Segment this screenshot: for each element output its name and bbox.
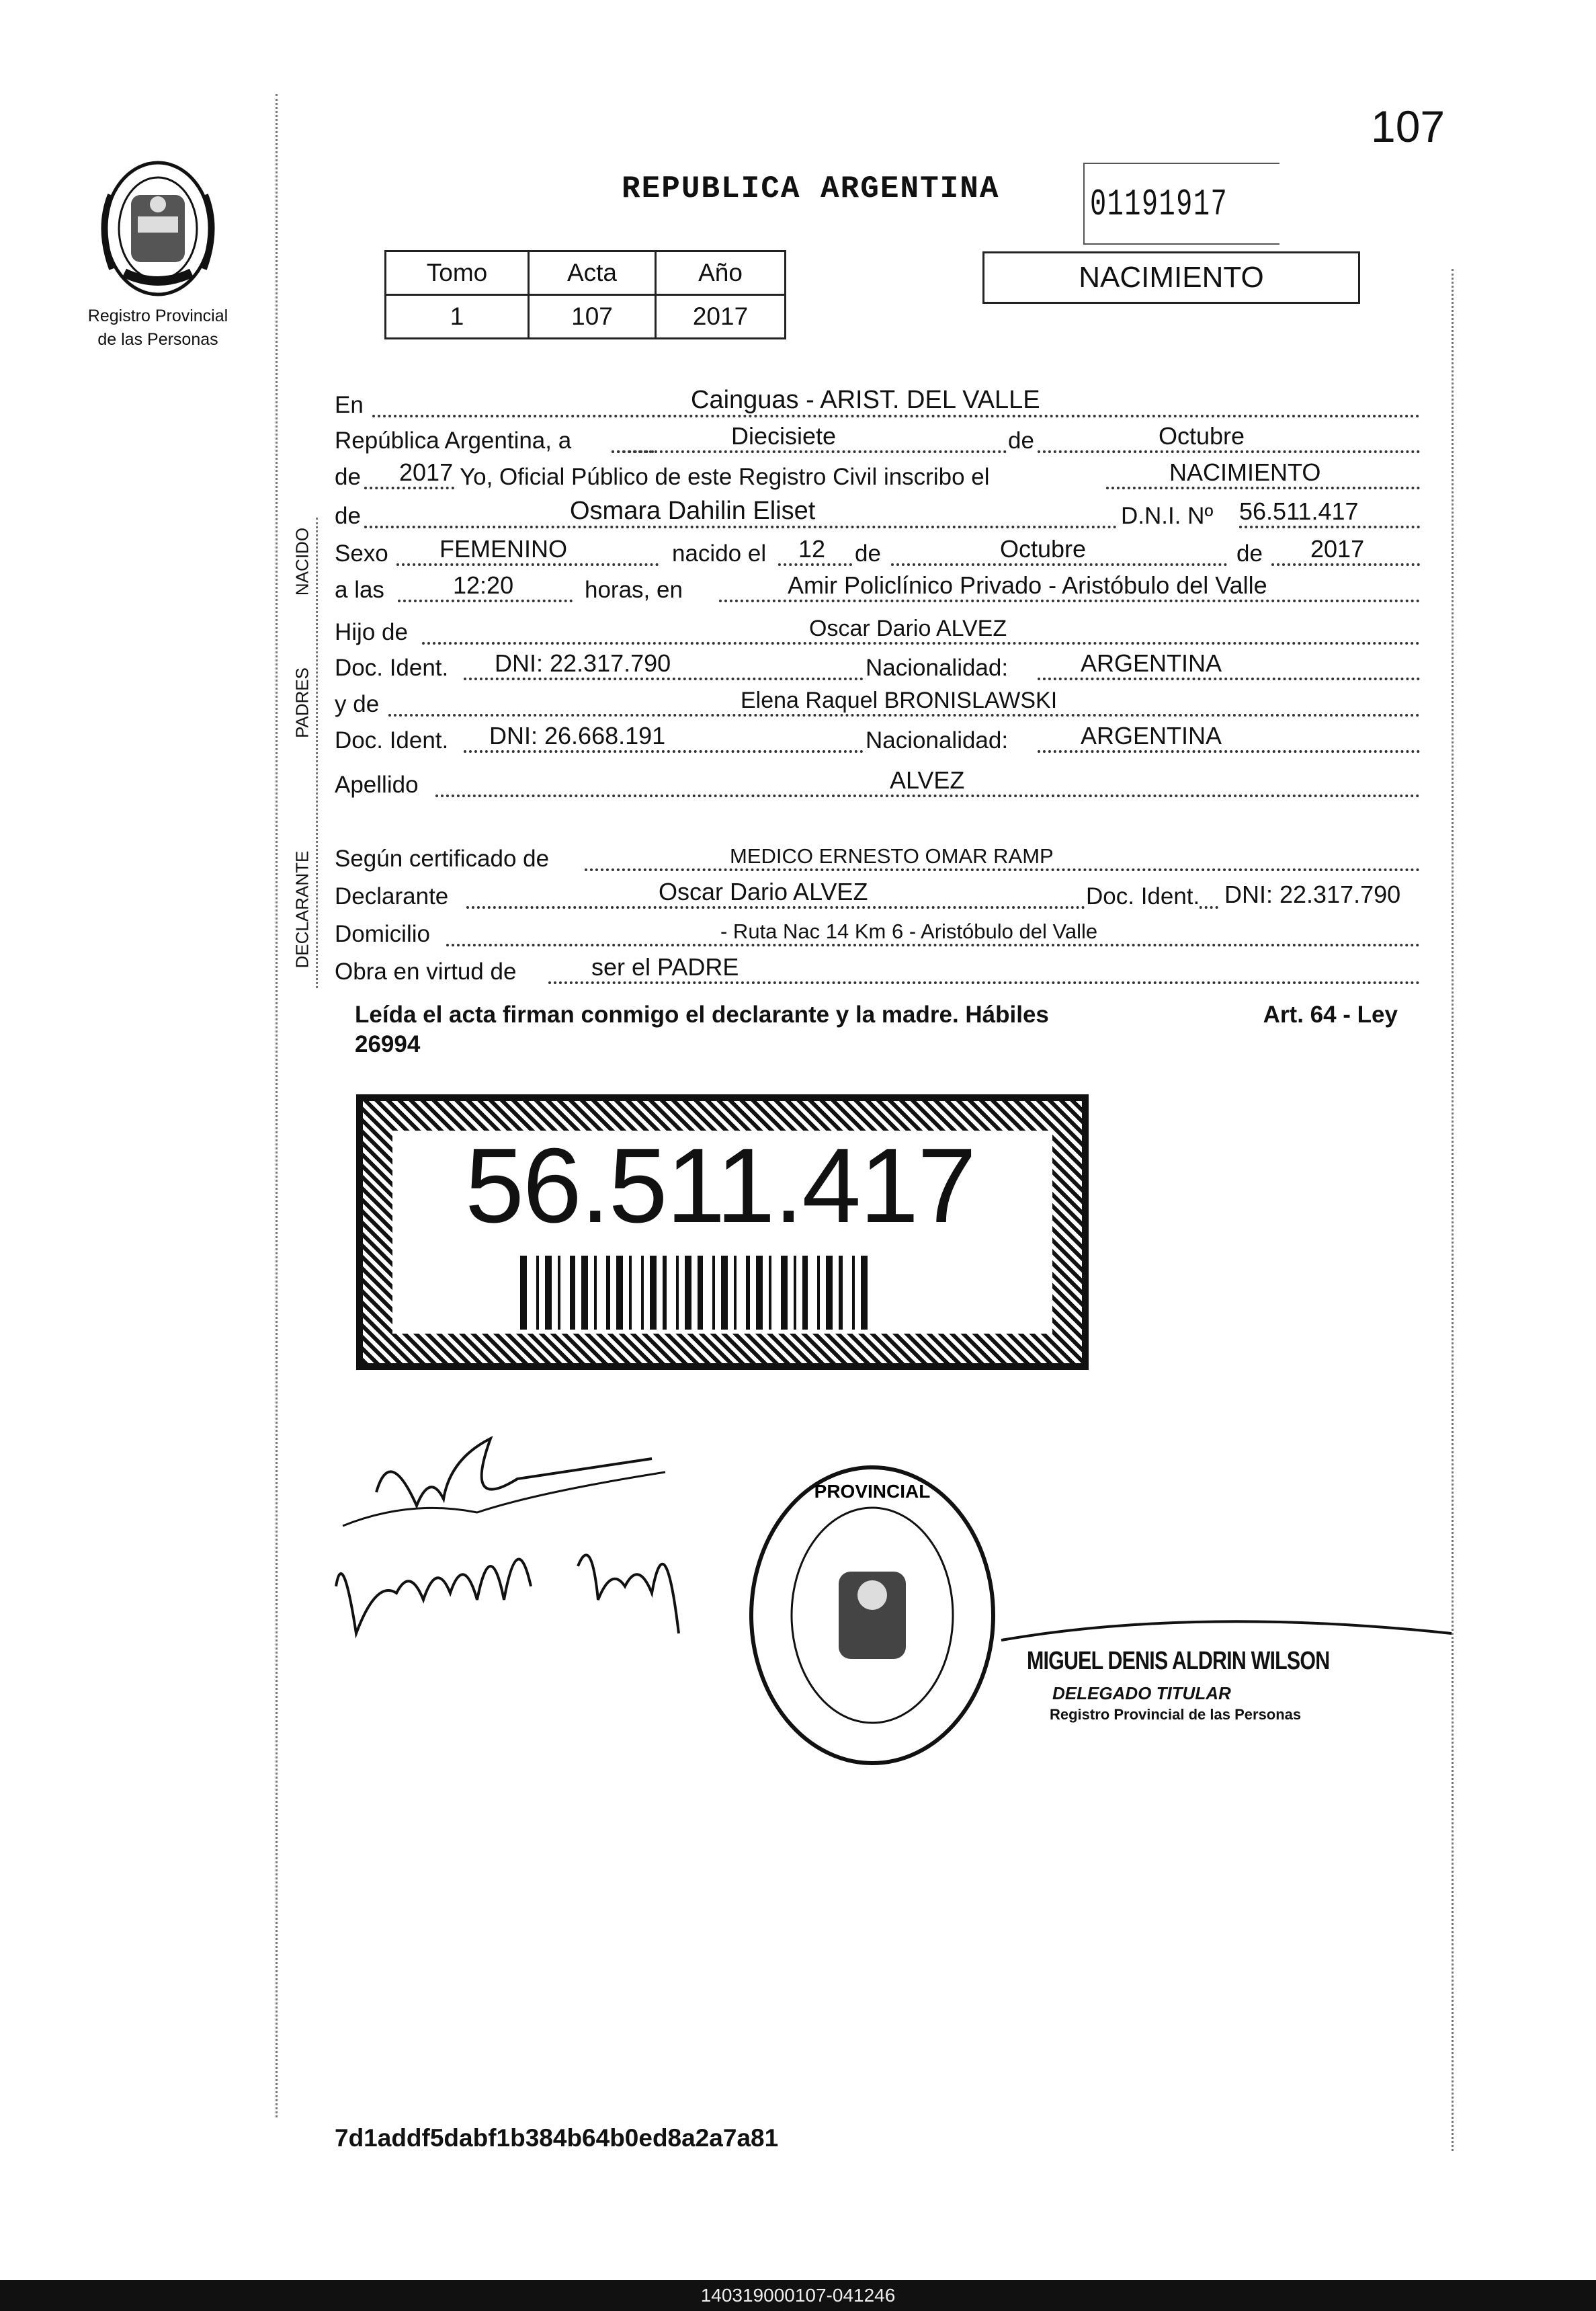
official-signature-stroke	[995, 1593, 1465, 1654]
row-date	[335, 422, 1425, 458]
left-margin-rule	[276, 94, 278, 2117]
act-kind-value: NACIMIENTO	[1169, 458, 1321, 486]
label-doc-ident-declarant: Doc. Ident.	[1086, 883, 1200, 909]
barcode-bar	[721, 1256, 728, 1330]
registry-name-line2: de las Personas	[97, 330, 218, 349]
dotted-fill	[778, 563, 852, 566]
birth-day-value: 12	[798, 535, 826, 563]
dotted-fill	[1038, 678, 1420, 680]
dotted-fill	[446, 944, 1420, 946]
label-doc-ident-father: Doc. Ident.	[335, 655, 449, 681]
barcode-icon	[520, 1256, 957, 1330]
closing-line2: 26994	[355, 1031, 421, 1057]
month-value: Octubre	[1159, 422, 1245, 450]
label-declarante: Declarante	[335, 883, 449, 909]
act-type-box: NACIMIENTO	[982, 251, 1360, 304]
label-nacionalidad-mother: Nacionalidad:	[866, 727, 1009, 754]
declarant-name-value: Oscar Dario ALVEZ	[659, 878, 868, 905]
row-mother	[335, 686, 1425, 722]
label-nacido-el: nacido el	[672, 540, 767, 567]
serial-number: 01191917	[1090, 183, 1228, 226]
side-label-nacido: NACIDO	[292, 527, 312, 596]
provincial-seal-icon	[84, 155, 232, 302]
mother-name-value: Elena Raquel BRONISLAWSKI	[741, 688, 1058, 713]
row-declarant	[335, 878, 1425, 914]
dotted-fill	[1038, 450, 1420, 453]
surname-value: ALVEZ	[890, 766, 965, 794]
dotted-fill	[364, 487, 454, 489]
birth-year-value: 2017	[1310, 535, 1365, 563]
row-child-name	[335, 497, 1425, 534]
label-de-year: de	[335, 464, 361, 490]
barcode-bar	[746, 1256, 750, 1330]
child-dni-value: 56.511.417	[1239, 497, 1359, 525]
dotted-fill	[548, 981, 1420, 984]
dotted-fill	[388, 714, 1420, 717]
id-big-number: 56.511.417	[465, 1127, 976, 1245]
dotted-fill	[891, 563, 1227, 566]
registry-logo	[74, 155, 242, 350]
barcode-bar	[698, 1256, 703, 1330]
dotted-fill	[364, 526, 1117, 528]
barcode-bar	[594, 1256, 597, 1330]
label-de-year2: de	[1236, 540, 1263, 567]
document-hash: 7d1addf5dabf1b384b64b0ed8a2a7a81	[335, 2124, 779, 2152]
barcode-bar	[852, 1256, 855, 1330]
label-en: En	[335, 392, 364, 418]
address-value: - Ruta Nac 14 Km 6 - Aristóbulo del Valle	[720, 920, 1098, 943]
label-segun-certificado: Según certificado de	[335, 846, 550, 872]
father-name-value: Oscar Dario ALVEZ	[809, 616, 1007, 641]
dotted-fill	[422, 642, 1420, 645]
dotted-fill	[396, 563, 659, 566]
official-title: DELEGADO TITULAR	[1052, 1683, 1231, 1703]
barcode-bar	[861, 1256, 868, 1330]
year-value: 2017	[399, 458, 454, 486]
label-horas-en: horas, en	[585, 577, 683, 603]
barcode-bar	[756, 1256, 763, 1330]
label-hijo-de: Hijo de	[335, 619, 408, 645]
certificate-value: MEDICO ERNESTO OMAR RAMP	[730, 844, 1054, 868]
right-margin-rule	[1452, 269, 1454, 2151]
barcode-bar	[839, 1256, 843, 1330]
barcode-bar	[581, 1256, 588, 1330]
header-acta: Acta	[529, 251, 656, 295]
barcode-bar	[769, 1256, 771, 1330]
mother-nationality-value: ARGENTINA	[1081, 722, 1222, 749]
footer-code: 140319000107-041246	[0, 2280, 1596, 2311]
day-value: Diecisiete	[731, 422, 837, 450]
label-domicilio: Domicilio	[335, 921, 430, 947]
label-apellido: Apellido	[335, 772, 419, 798]
barcode-bar	[685, 1256, 691, 1330]
barcode-bar	[712, 1256, 715, 1330]
row-year	[335, 458, 1425, 495]
section-divider-rule	[316, 518, 318, 988]
barcode-bar	[781, 1256, 788, 1330]
country-title: REPUBLICA ARGENTINA	[622, 171, 1000, 206]
label-de: de	[1008, 428, 1034, 454]
capacity-value: ser el PADRE	[591, 953, 739, 981]
row-place	[335, 387, 1425, 423]
row-address	[335, 916, 1425, 952]
father-doc-value: DNI: 22.317.790	[495, 649, 671, 677]
row-surname	[335, 766, 1425, 803]
value-acta: 107	[529, 295, 656, 339]
dotted-fill	[435, 795, 1420, 797]
barcode-bar	[545, 1256, 552, 1330]
row-certificate	[335, 840, 1425, 877]
barcode-bar	[641, 1256, 644, 1330]
id-number-label	[356, 1094, 1089, 1370]
father-nationality-value: ARGENTINA	[1081, 649, 1222, 677]
official-seal-stamp	[738, 1457, 1007, 1773]
official-office: Registro Provincial de las Personas	[1050, 1706, 1302, 1723]
seal-top-text: PROVINCIAL	[814, 1481, 931, 1502]
side-label-padres: PADRES	[292, 667, 312, 738]
dotted-fill	[1239, 526, 1420, 528]
label-obra-en-virtud: Obra en virtud de	[335, 959, 517, 985]
dotted-fill	[1106, 487, 1420, 489]
dotted-fill	[585, 868, 1420, 871]
mother-doc-value: DNI: 26.668.191	[489, 722, 666, 749]
label-republica: República Argentina, a	[335, 428, 572, 454]
closing-line1: Leída el acta firman conmigo el declarante y la madre. Hábiles	[355, 1002, 1049, 1028]
label-sexo: Sexo	[335, 540, 388, 567]
row-father	[335, 614, 1425, 650]
place-value: Cainguas - ARIST. DEL VALLE	[691, 386, 1040, 414]
label-dni-no: D.N.I. Nº	[1121, 503, 1214, 529]
closing-statement	[355, 1000, 1403, 1059]
dotted-fill	[372, 415, 1420, 417]
barcode-bar	[536, 1256, 539, 1330]
row-capacity	[335, 953, 1425, 989]
declarant-doc-value: DNI: 22.317.790	[1224, 881, 1401, 908]
barcode-bar	[734, 1256, 737, 1330]
label-a-las: a las	[335, 577, 384, 603]
birth-time-value: 12:20	[453, 571, 514, 599]
id-label-inner	[392, 1127, 1052, 1334]
barcode-bar	[629, 1256, 632, 1330]
barcode-bar	[616, 1256, 623, 1330]
barcode-bar	[520, 1256, 527, 1330]
value-ano: 2017	[656, 295, 786, 339]
label-de-month: de	[855, 540, 881, 567]
barcode-bar	[650, 1256, 657, 1330]
birth-month-value: Octubre	[1000, 535, 1087, 563]
header-ano: Año	[656, 251, 786, 295]
barcode-bar	[794, 1256, 796, 1330]
label-yo-oficial: Yo, Oficial Público de este Registro Civil inscribo el	[460, 464, 990, 490]
barcode-bar	[558, 1256, 560, 1330]
barcode-bar	[606, 1256, 610, 1330]
dotted-fill	[1038, 750, 1420, 753]
barcode-bar	[802, 1256, 808, 1330]
row-time-place	[335, 571, 1425, 608]
barcode-bar	[817, 1256, 820, 1330]
side-label-declarante: DECLARANTE	[292, 850, 312, 969]
label-de-name: de	[335, 503, 361, 529]
dotted-fill	[612, 450, 1007, 453]
dotted-fill	[719, 600, 1420, 602]
register-table	[384, 250, 786, 339]
official-name: MIGUEL DENIS ALDRIN WILSON	[1027, 1647, 1330, 1675]
label-nacionalidad-father: Nacionalidad:	[866, 655, 1009, 681]
label-y-de: y de	[335, 691, 380, 717]
barcode-bar	[676, 1256, 679, 1330]
barcode-bar	[570, 1256, 575, 1330]
barcode-bar	[826, 1256, 833, 1330]
row-sex	[335, 535, 1425, 571]
dotted-fill	[398, 600, 573, 602]
value-tomo: 1	[386, 295, 529, 339]
row-mother-doc	[335, 722, 1425, 758]
header-tomo: Tomo	[386, 251, 529, 295]
registry-name-line1: Registro Provincial	[87, 307, 228, 325]
signatures-handwritten	[316, 1432, 732, 1660]
row-father-doc	[335, 649, 1425, 686]
closing-article: Art. 64 - Ley	[1263, 1002, 1398, 1028]
birth-place-value: Amir Policlínico Privado - Aristóbulo del Valle	[788, 571, 1267, 599]
child-name-value: Osmara Dahilin Eliset	[570, 497, 816, 525]
label-doc-ident-mother: Doc. Ident.	[335, 727, 449, 754]
sex-value: FEMENINO	[439, 535, 568, 563]
page-number: 107	[1371, 102, 1445, 151]
dotted-fill	[1271, 563, 1420, 566]
barcode-bar	[663, 1256, 667, 1330]
